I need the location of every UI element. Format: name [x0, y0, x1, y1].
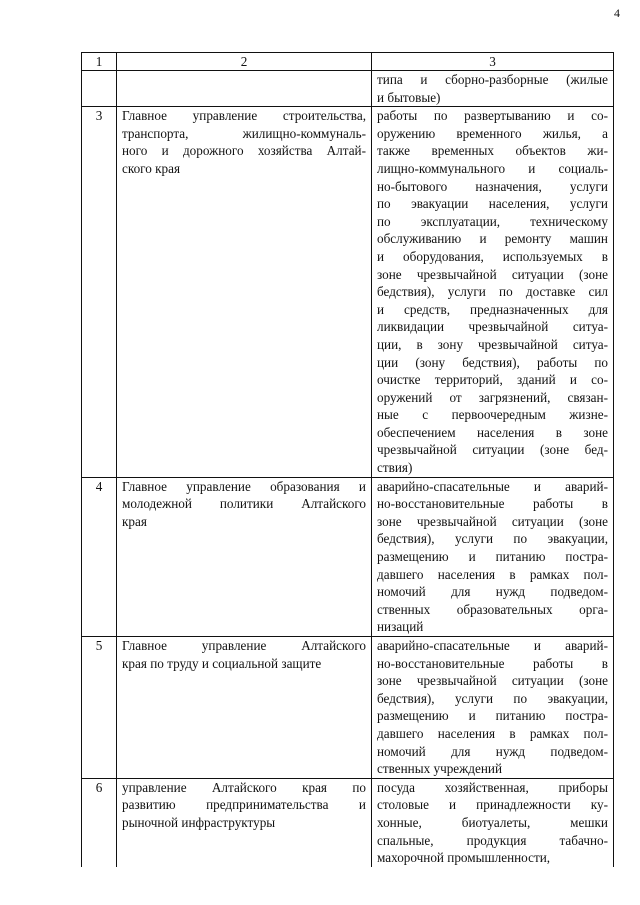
services-line: бедствия), услуги по доставке сил	[377, 284, 608, 300]
services-line: очистке территорий, зданий и со-	[377, 372, 608, 388]
organization-line: транспорта, жилищно-коммуналь-	[122, 125, 366, 141]
page-number: 4	[614, 6, 620, 20]
services-line: ствия)	[377, 460, 413, 476]
table-row	[82, 778, 614, 866]
services-line: зоне чрезвычайной ситуации (зоне	[377, 513, 608, 529]
services-line: типа и сборно-разборные (жилые	[377, 72, 608, 87]
services-line: номочий для нужд подведом-	[377, 584, 608, 600]
services-line: и бытовые)	[377, 89, 441, 105]
services-line: чрезвычайной ситуации (зоне бед-	[377, 442, 608, 458]
organization-line: управление Алтайского края по	[122, 779, 366, 795]
services-line: размещению и питанию постра-	[377, 708, 608, 724]
services-line: спальные, продукция табачно-	[377, 832, 608, 848]
row-number: 4	[82, 477, 117, 636]
services-line: ции, в зону чрезвычайной ситуа-	[377, 336, 608, 352]
services-line: низаций	[377, 619, 424, 635]
services-line: махорочной промышленности,	[377, 850, 551, 866]
services-line: лищно-коммунального и социаль-	[377, 160, 608, 176]
services-line: ственных учреждений	[377, 761, 503, 777]
services-line: ные с первоочередным жизне-	[377, 407, 608, 423]
services-line: по эксплуатации, техническому	[377, 213, 608, 229]
services-line: аварийно-спасательные и аварий-	[377, 638, 608, 653]
services-line: ликвидации чрезвычайной ситуа-	[377, 319, 608, 335]
services-line: номочий для нужд подведом-	[377, 743, 608, 759]
services-line: аварийно-спасательные и аварий-	[377, 478, 608, 494]
row-number: 6	[82, 778, 117, 866]
header-col-3: 3	[372, 53, 614, 71]
table-header-row	[82, 53, 614, 71]
table-row	[82, 477, 614, 636]
services-line: ственных образовательных орга-	[377, 601, 608, 617]
services-line: хонные, биотуалеты, мешки	[377, 814, 608, 830]
services-line: зоне чрезвычайной ситуации (зоне	[377, 673, 608, 689]
organization-line: ского края	[122, 160, 181, 176]
services-line: столовые и принадлежности ку-	[377, 797, 608, 813]
organization-line: края по труду и социальной защите	[122, 655, 322, 671]
services-line: размещению и питанию постра-	[377, 549, 608, 565]
services-line: зоне чрезвычайной ситуации (зоне	[377, 266, 608, 282]
services-line: посуда хозяйственная, приборы	[377, 779, 608, 795]
services-line: бедствия), услуги по эвакуации,	[377, 531, 608, 547]
row-number	[82, 71, 117, 107]
services-line: ции (зону бедствия), работы по	[377, 354, 608, 370]
organization-line: Главное управление образования и	[122, 478, 366, 494]
organization-line: рыночной инфраструктуры	[122, 814, 276, 830]
services-line: работы по развертыванию и со-	[377, 108, 608, 124]
services-line: обслуживанию и ремонту машин	[377, 231, 608, 247]
table-row	[82, 107, 614, 477]
organization-line: края	[122, 513, 147, 529]
services-cell	[372, 637, 614, 779]
services-cell	[372, 477, 614, 636]
services-line: но-бытового назначения, услуги	[377, 178, 608, 194]
table-body	[82, 71, 614, 867]
services-line: оружению временного жилья, а	[377, 125, 608, 141]
services-line: бедствия), услуги по эвакуации,	[377, 690, 608, 706]
organization-line: молодежной политики Алтайского	[122, 496, 366, 512]
row-number: 3	[82, 107, 117, 477]
organization-cell	[117, 477, 372, 636]
services-cell	[372, 778, 614, 866]
services-line: и средств, предназначенных для	[377, 301, 608, 317]
table-row	[82, 71, 614, 107]
services-line: и оборудования, используемых в	[377, 248, 608, 264]
organization-line: Главное управление Алтайского	[122, 638, 366, 653]
services-cell	[372, 71, 614, 107]
organization-line: развитию предпринимательства и	[122, 797, 366, 813]
services-table	[81, 52, 614, 867]
header-col-1: 1	[82, 53, 117, 71]
organization-line: ного и дорожного хозяйства Алтай-	[122, 143, 366, 159]
table-row	[82, 637, 614, 779]
row-number: 5	[82, 637, 117, 779]
header-col-2: 2	[117, 53, 372, 71]
organization-cell	[117, 107, 372, 477]
services-line: обеспечением населения в зоне	[377, 424, 608, 440]
services-line: но-восстановительные работы в	[377, 655, 608, 671]
services-cell	[372, 107, 614, 477]
services-line: также временных объектов жи-	[377, 143, 608, 159]
organization-cell	[117, 637, 372, 779]
services-line: оружений от загрязнений, связан-	[377, 389, 608, 405]
organization-line: Главное управление строительства,	[122, 108, 366, 124]
organization-cell	[117, 778, 372, 866]
services-line: но-восстановительные работы в	[377, 496, 608, 512]
services-line: давшего населения в рамках пол-	[377, 566, 608, 582]
services-line: по эвакуации населения, услуги	[377, 196, 608, 212]
organization-cell	[117, 71, 372, 107]
services-line: давшего населения в рамках пол-	[377, 725, 608, 741]
